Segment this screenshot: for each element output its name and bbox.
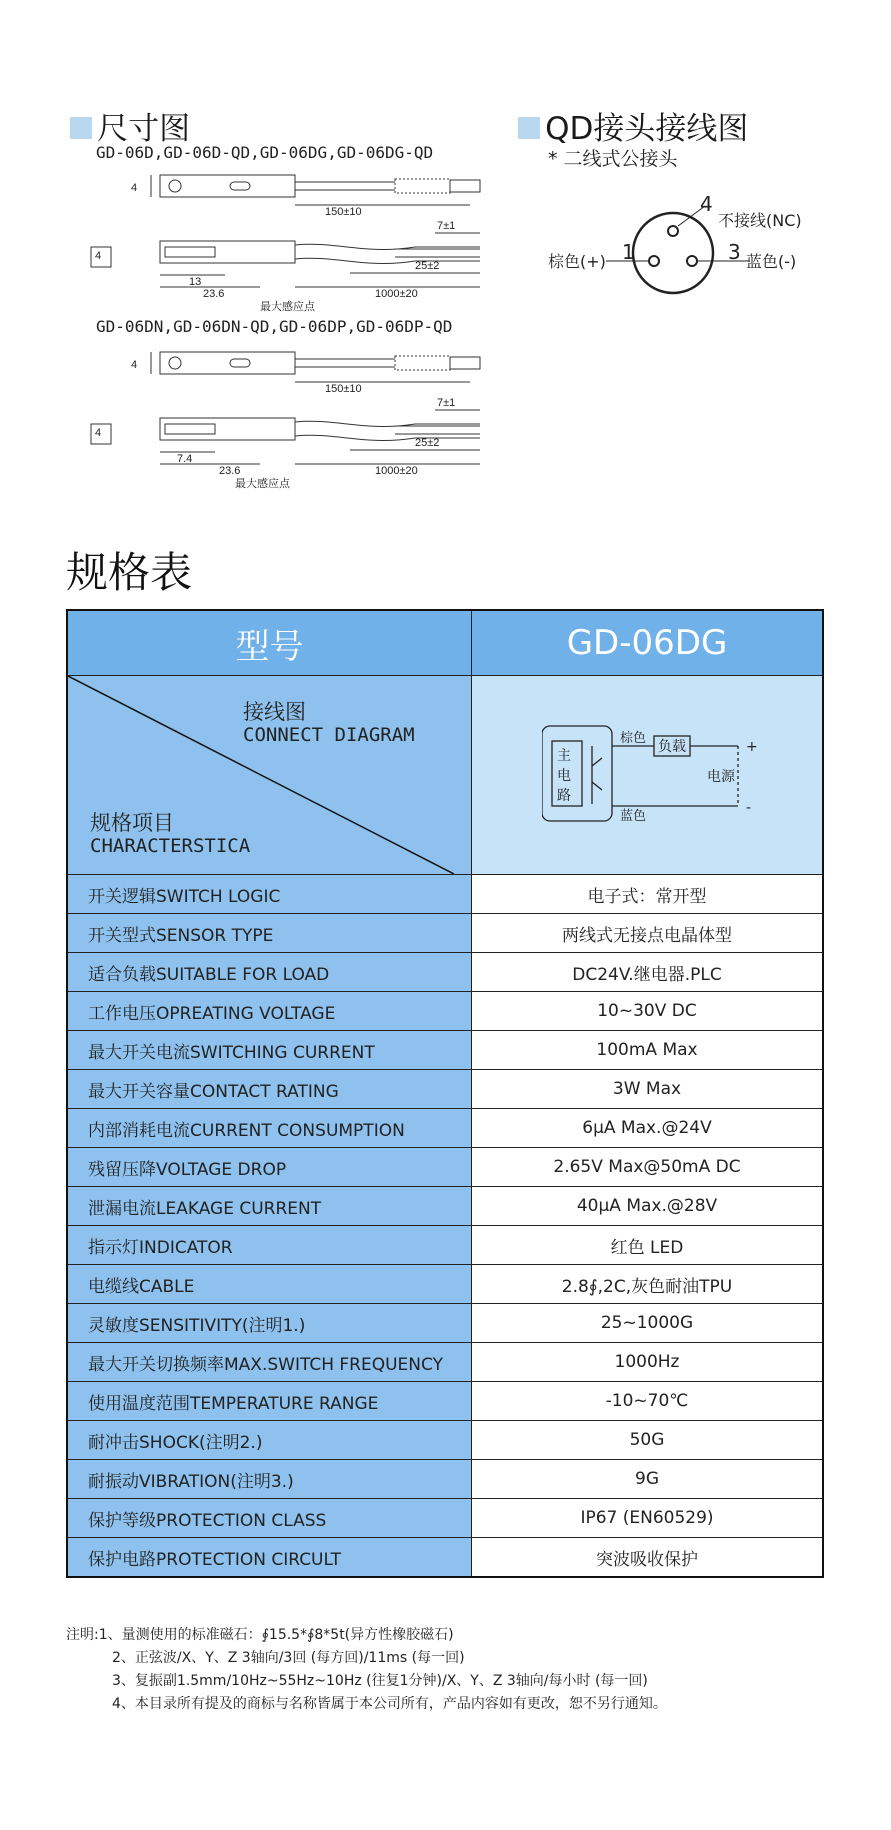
- dimension-drawing-1: [85, 165, 505, 315]
- circuit-brown: 棕色: [620, 731, 647, 746]
- spec-value: 10~30V DC: [472, 992, 824, 1031]
- spec-value: 红色 LED: [472, 1226, 824, 1265]
- spec-row: [67, 1343, 823, 1382]
- circuit-power: 电源: [707, 769, 735, 785]
- note-4: 4、本目录所有提及的商标与名称皆属于本公司所有，产品内容如有更改，恕不另行通知。: [112, 1696, 667, 1712]
- spec-label: 工作电压OPREATING VOLTAGE: [67, 992, 472, 1031]
- pin1-label: 棕色(+): [548, 252, 606, 271]
- diag-bottom-en: CHARACTERSTICA: [90, 835, 251, 857]
- pin4-label: 不接线(NC): [718, 211, 802, 230]
- dim-label-1000: 1000±20: [375, 288, 418, 300]
- spec-value: 两线式无接点电晶体型: [472, 914, 824, 953]
- spec-row: [67, 1265, 823, 1304]
- spec-row: [67, 1421, 823, 1460]
- dim-label-4: 4: [131, 182, 138, 194]
- qd-heading: [518, 103, 748, 148]
- qd-title: QD接头接线图: [545, 111, 749, 147]
- spec-row: [67, 1226, 823, 1265]
- spec-value: -10~70℃: [472, 1382, 824, 1421]
- dim2-label-max-sense: 最大感应点: [235, 478, 290, 490]
- spec-value: 50G: [472, 1421, 824, 1460]
- note-3: 3、复振副1.5mm/10Hz~55Hz~10Hz (往复1分钟)/X、Y、Z 3轴向/每小时 (每一回): [112, 1673, 648, 1689]
- spec-label: 泄漏电流LEAKAGE CURRENT: [67, 1187, 472, 1226]
- spec-row: [67, 1109, 823, 1148]
- diag-top-en: CONNECT DIAGRAM: [243, 724, 415, 746]
- circuit-diagram: [542, 716, 782, 836]
- spec-value: 40μA Max.@28V: [472, 1187, 824, 1226]
- model-line-1: GD-06D,GD-06D-QD,GD-06DG,GD-06DG-QD: [96, 143, 434, 162]
- spec-row: [67, 914, 823, 953]
- spec-label: 内部消耗电流CURRENT CONSUMPTION: [67, 1109, 472, 1148]
- circuit-minus: -: [746, 800, 752, 816]
- diag-bottom-cn: 规格项目: [90, 811, 174, 835]
- diag-top-cn: 接线图: [243, 700, 306, 724]
- spec-value: 1000Hz: [472, 1343, 824, 1382]
- spec-value: 3W Max: [472, 1070, 824, 1109]
- spec-title: 规格表: [66, 548, 193, 597]
- dim2-label-7: 7±1: [437, 397, 456, 409]
- dim-label-7: 7±1: [437, 220, 456, 232]
- spec-row: [67, 1382, 823, 1421]
- circuit-diagram-cell: [472, 676, 824, 875]
- pin3-label: 蓝色(-): [746, 252, 797, 271]
- spec-row: [67, 1499, 823, 1538]
- spec-label: 指示灯INDICATOR: [67, 1226, 472, 1265]
- spec-value: 突波吸收保护: [472, 1538, 824, 1578]
- spec-label: 最大开关切换频率MAX.SWITCH FREQUENCY: [67, 1343, 472, 1382]
- spec-row: [67, 1304, 823, 1343]
- dim2-label-4: 4: [131, 359, 138, 371]
- spec-value: 6μA Max.@24V: [472, 1109, 824, 1148]
- spec-row: [67, 992, 823, 1031]
- spec-diagram-row: [67, 676, 823, 875]
- spec-label: 使用温度范围TEMPERATURE RANGE: [67, 1382, 472, 1421]
- model-line-2: GD-06DN,GD-06DN-QD,GD-06DP,GD-06DP-QD: [96, 317, 453, 336]
- pin3-number: 3: [728, 240, 741, 264]
- spec-label: 残留压降VOLTAGE DROP: [67, 1148, 472, 1187]
- spec-row: [67, 1538, 823, 1578]
- spec-row: [67, 1070, 823, 1109]
- spec-label: 电缆线CABLE: [67, 1265, 472, 1304]
- dim-label-23-6: 23.6: [203, 288, 225, 300]
- dim2-label-4-side: 4: [95, 427, 102, 439]
- qd-subtitle: * 二线式公接头: [548, 148, 678, 170]
- dim2-label-7-4: 7.4: [177, 453, 193, 465]
- header-model-label: 型号: [67, 610, 472, 676]
- pin1-number: 1: [622, 240, 635, 264]
- spec-value: DC24V.继电器.PLC: [472, 953, 824, 992]
- spec-label: 最大开关电流SWITCHING CURRENT: [67, 1031, 472, 1070]
- spec-row: [67, 1148, 823, 1187]
- spec-row: [67, 953, 823, 992]
- spec-label: 适合负载SUITABLE FOR LOAD: [67, 953, 472, 992]
- spec-value: 电子式：常开型: [472, 875, 824, 914]
- circuit-main-1: 主: [557, 748, 571, 764]
- dim-label-150: 150±10: [325, 206, 362, 218]
- dim-label-4-side: 4: [95, 250, 102, 262]
- circuit-load: 负载: [658, 739, 686, 755]
- spec-header-row: [67, 610, 823, 676]
- dim-label-max-sense: 最大感应点: [260, 301, 315, 313]
- circuit-main-3: 路: [557, 788, 571, 804]
- diagonal-header-cell: [67, 676, 472, 875]
- spec-rows: [67, 875, 823, 1578]
- spec-label: 保护等级PROTECTION CLASS: [67, 1499, 472, 1538]
- spec-value: 9G: [472, 1460, 824, 1499]
- spec-row: [67, 1031, 823, 1070]
- spec-value: 25~1000G: [472, 1304, 824, 1343]
- pin4-number: 4: [700, 195, 713, 216]
- note-2: 2、正弦波/X、Y、Z 3轴向/3回 (每方回)/11ms (每一回): [112, 1650, 465, 1666]
- circuit-blue: 蓝色: [620, 809, 647, 824]
- spec-row: [67, 1460, 823, 1499]
- dim-label-13: 13: [189, 276, 202, 288]
- spec-label: 耐冲击SHOCK(注明2.): [67, 1421, 472, 1460]
- spec-label: 开关型式SENSOR TYPE: [67, 914, 472, 953]
- dim2-label-150: 150±10: [325, 383, 362, 395]
- spec-table: [66, 609, 824, 1578]
- spec-value: IP67 (EN60529): [472, 1499, 824, 1538]
- spec-label: 灵敏度SENSITIVITY(注明1.): [67, 1304, 472, 1343]
- spec-row: [67, 875, 823, 914]
- spec-label: 最大开关容量CONTACT RATING: [67, 1070, 472, 1109]
- header-model-value: GD-06DG: [472, 610, 824, 676]
- spec-label: 开关逻辑SWITCH LOGIC: [67, 875, 472, 914]
- spec-label: 耐振动VIBRATION(注明3.): [67, 1460, 472, 1499]
- dimension-heading: [70, 103, 190, 148]
- spec-value: 2.65V Max@50mA DC: [472, 1148, 824, 1187]
- spec-value: 2.8∮,2C,灰色耐油TPU: [472, 1265, 824, 1304]
- heading-square-icon: [70, 117, 92, 139]
- dimension-title: 尺寸图: [97, 111, 191, 147]
- heading-square-icon: [518, 117, 540, 139]
- spec-value: 100mA Max: [472, 1031, 824, 1070]
- dimension-drawing-2: [85, 342, 505, 492]
- circuit-plus: +: [746, 739, 758, 755]
- spec-label: 保护电路PROTECTION CIRCULT: [67, 1538, 472, 1578]
- dim2-label-23-6: 23.6: [219, 465, 241, 477]
- dim-label-25: 25±2: [415, 260, 440, 272]
- circuit-main-2: 电: [557, 768, 571, 784]
- spec-row: [67, 1187, 823, 1226]
- note-1: 注明:1、量测使用的标准磁石：∮15.5*∮8*5t(异方性橡胶磁石): [66, 1627, 454, 1643]
- qd-connector-diagram: [540, 195, 840, 325]
- dim2-label-1000: 1000±20: [375, 465, 418, 477]
- dim2-label-25: 25±2: [415, 437, 440, 449]
